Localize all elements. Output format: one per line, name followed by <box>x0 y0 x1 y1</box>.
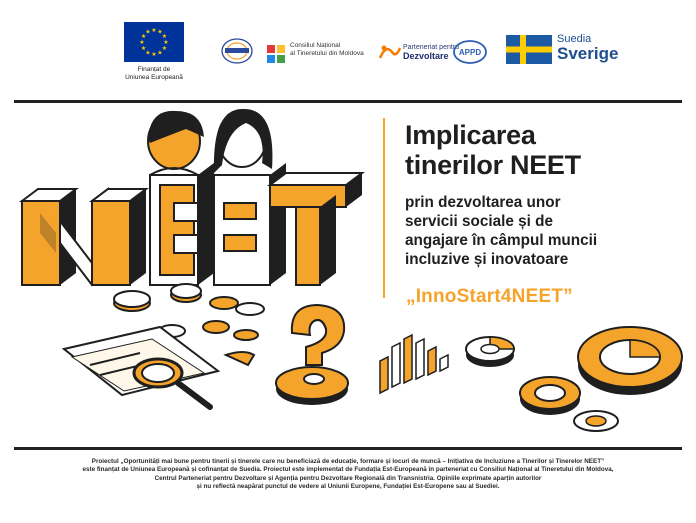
bar-chart-icon <box>380 335 448 393</box>
sweden-label <box>557 33 618 63</box>
sweden-label-sv: Sverige <box>557 44 619 63</box>
svg-text:★: ★ <box>145 49 151 57</box>
appd-label: APPD <box>458 48 482 57</box>
svg-text:★: ★ <box>151 51 157 58</box>
title-line: tinerilor NEET <box>405 150 581 180</box>
cntm-logo <box>266 44 288 66</box>
cntm-label-line: Consiliul Național <box>290 42 341 49</box>
footer-line: Proiectul „Oportunități mai bune pentru tinerii și tinerele care nu beneficiază de educație, formare și locuri de muncă – Inițiativa de Incluziune a Tinerilor și Tinerelor NEET” <box>91 458 605 465</box>
fundatia-est-europeana-logo <box>220 36 254 66</box>
appd-logo <box>452 38 488 66</box>
cpd-label-line: Parteneriat pentru <box>403 44 460 51</box>
eu-stars-icon <box>124 22 184 62</box>
svg-text:★: ★ <box>151 27 157 34</box>
svg-text:★: ★ <box>161 33 168 40</box>
svg-text:★: ★ <box>140 45 147 52</box>
disclaimer-footer <box>8 458 688 492</box>
letter-n-block <box>22 189 146 285</box>
main-title <box>405 120 581 180</box>
footer-line: și nu reflectă neapărat punctul de vedere al Uniunii Europene, Fundației Est-Europene sau al Suediei. <box>196 483 500 491</box>
svg-text:★: ★ <box>161 45 168 52</box>
svg-text:★: ★ <box>157 28 163 36</box>
svg-text:★: ★ <box>140 33 147 40</box>
project-name: „InnoStart4NEET” <box>406 286 573 307</box>
sweden-label-ro: Suedia <box>557 33 592 45</box>
svg-text:★: ★ <box>157 49 163 57</box>
gears-icon <box>520 327 682 431</box>
accent-divider <box>383 118 385 298</box>
cntm-label <box>290 42 364 58</box>
question-mark-icon <box>276 305 348 405</box>
sweden-flag-logo <box>506 35 552 64</box>
eu-flag-logo <box>124 22 184 62</box>
svg-text:★: ★ <box>163 39 169 46</box>
cpd-label-line: Dezvoltare <box>403 51 449 61</box>
partner-logo-bar <box>0 0 696 90</box>
svg-text:★: ★ <box>145 28 151 36</box>
eu-caption-line: Uniunea Europeană <box>125 74 183 81</box>
title-line: Implicarea <box>405 120 536 150</box>
footer-line: este finanțat de Uniunea Europeană și cofinanțat de Suedia. Proiectul este implementat de Fundația Est-Europeană în parteneriat cu Consiliul Național al Tineretului din Moldova, <box>82 466 614 474</box>
donut-chart-icon <box>466 337 514 367</box>
subtitle-line: angajare în câmpul muncii <box>405 232 598 249</box>
clipboard-magnifier-icon <box>64 327 218 407</box>
subtitle-line: servicii sociale și de <box>405 213 553 230</box>
svg-text:★: ★ <box>139 39 145 46</box>
bottom-divider <box>14 447 682 450</box>
subtitle-line: incluzive și inovatoare <box>405 251 569 268</box>
subtitle-line: prin dezvoltarea unor <box>405 194 561 211</box>
cpd-logo <box>378 42 402 62</box>
footer-line: Centrul Parteneriat pentru Dezvoltare și Agenția pentru Dezvoltare Regională din Transnistria. Opiniile exprimate aparțin autorilor <box>154 474 542 482</box>
letter-e-person-male <box>148 111 214 285</box>
cpd-label <box>403 44 459 60</box>
neet-illustration <box>0 103 696 447</box>
eu-caption-line: Finanțat de <box>137 66 171 73</box>
subtitle <box>405 193 597 269</box>
eu-funding-caption <box>112 66 196 82</box>
cntm-label-line: al Tineretului din Moldova <box>290 50 364 57</box>
